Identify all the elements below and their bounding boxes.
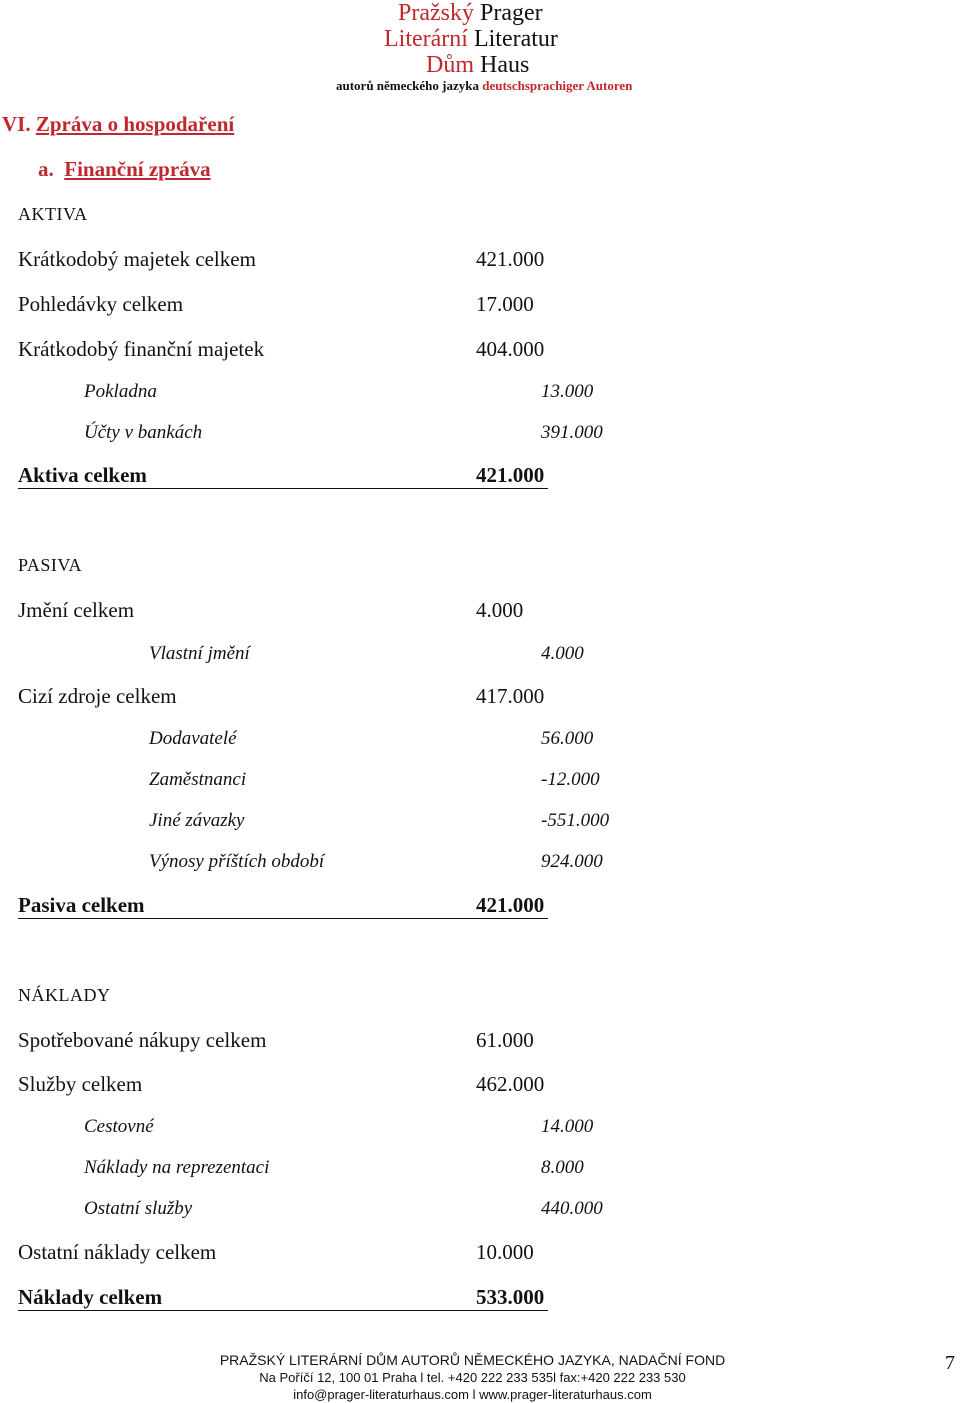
total-value: 421.000 [476, 893, 545, 917]
total-underline [18, 1310, 548, 1311]
logo [336, 0, 656, 100]
row-value: 417.000 [476, 684, 545, 708]
naklady-title: NÁKLADY [18, 985, 111, 1005]
row-value: 17.000 [476, 292, 534, 316]
total-label: Pasiva celkem [18, 893, 145, 917]
total-label: Aktiva celkem [18, 463, 147, 487]
heading-title: Zpráva o hospodaření [35, 112, 235, 136]
subheading-title: Finanční zpráva [64, 157, 211, 181]
row-value: 404.000 [476, 337, 545, 361]
total-underline [18, 488, 548, 489]
subheading-number: a. [38, 157, 54, 181]
subrow-value: 391.000 [541, 422, 603, 443]
logo-line-2 [384, 26, 558, 52]
subrow-value: 56.000 [541, 728, 594, 749]
footer-address: Na Poříčí 12, 100 01 Praha l tel. +420 222 233 535l fax:+420 222 233 530 [259, 1370, 686, 1385]
total-underline [18, 918, 548, 919]
logo-de-word: Literatur [473, 26, 558, 52]
logo-cz-word: Pražský [398, 0, 474, 26]
logo-line-3 [426, 52, 529, 78]
subrow-label: Zaměstnanci [149, 769, 247, 790]
subrow-value: 13.000 [541, 381, 594, 402]
subrow-value: 924.000 [541, 851, 603, 872]
logo-tag-de: deutschsprachiger Autoren [482, 78, 633, 93]
row-value: 61.000 [476, 1028, 534, 1052]
row-label: Cizí zdroje celkem [18, 684, 177, 708]
row-label: Služby celkem [18, 1072, 143, 1096]
row-value: 4.000 [476, 598, 524, 622]
aktiva-title: AKTIVA [18, 204, 88, 224]
row-label: Krátkodobý finanční majetek [18, 337, 265, 361]
row-label: Ostatní náklady celkem [18, 1240, 217, 1264]
subrow-label: Ostatní služby [84, 1198, 193, 1219]
subrow-label: Cestovné [84, 1116, 154, 1137]
subrow-value: 4.000 [541, 643, 584, 664]
logo-tag-cz: autorů německého jazyka [336, 78, 479, 93]
subrow-label: Vlastní jmění [149, 643, 250, 664]
subrow-value: -12.000 [541, 769, 600, 790]
subrow-value: 440.000 [541, 1198, 603, 1219]
row-label: Jmění celkem [18, 598, 135, 622]
footer-contact: info@prager-literaturhaus.com l www.prager-literaturhaus.com [293, 1387, 652, 1402]
subrow-label: Výnosy příštích období [149, 851, 325, 872]
subrow-label: Dodavatelé [149, 728, 237, 749]
row-value: 421.000 [476, 247, 545, 271]
subrow-label: Účty v bankách [84, 422, 203, 443]
subrow-value: 14.000 [541, 1116, 594, 1137]
total-value: 421.000 [476, 463, 545, 487]
logo-de-word: Haus [480, 52, 530, 78]
subrow-label: Náklady na reprezentaci [84, 1157, 270, 1178]
logo-de-word: Prager [479, 0, 543, 26]
subrow-label: Pokladna [84, 381, 157, 402]
pasiva-title: PASIVA [18, 555, 83, 575]
logo-cz-word: Dům [426, 52, 474, 78]
subrow-label: Jiné závazky [149, 810, 245, 831]
heading-number: VI. [2, 112, 31, 136]
section-heading [2, 112, 234, 137]
footer-org: PRAŽSKÝ LITERÁRNÍ DŮM AUTORŮ NĚMECKÉHO JAZYKA, NADAČNÍ FOND [219, 1352, 726, 1368]
subrow-value: -551.000 [541, 810, 610, 831]
subsection-heading [38, 157, 211, 182]
logo-line-1 [398, 0, 543, 26]
page-number: 7 [945, 1352, 955, 1374]
row-value: 462.000 [476, 1072, 545, 1096]
row-label: Krátkodobý majetek celkem [18, 247, 256, 271]
logo-tagline [336, 78, 632, 94]
subrow-value: 8.000 [541, 1157, 584, 1178]
row-label: Spotřebované nákupy celkem [18, 1028, 267, 1052]
row-label: Pohledávky celkem [18, 292, 184, 316]
logo-cz-word: Literární [384, 26, 468, 52]
total-value: 533.000 [476, 1285, 545, 1309]
row-value: 10.000 [476, 1240, 534, 1264]
total-label: Náklady celkem [18, 1285, 163, 1309]
